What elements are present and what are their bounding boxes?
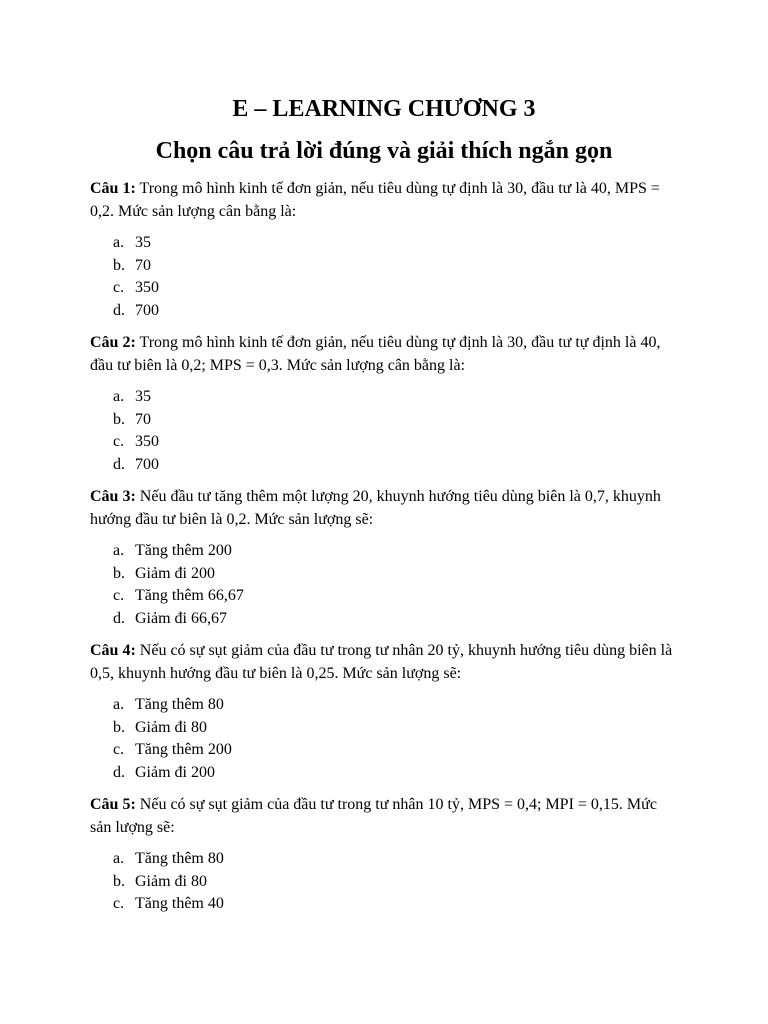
option-text: Giảm đi 80 (135, 718, 207, 736)
option-text: 700 (135, 301, 159, 319)
option-letter: c. (113, 587, 125, 604)
answer-options (90, 848, 678, 916)
answer-option (113, 255, 678, 278)
question-body: Nếu đầu tư tăng thêm một lượng 20, khuynh hướng tiêu dùng biên là 0,7, khuynh hướng đầu tư biên là 0,2. Mức sản lượng sẽ: (90, 488, 661, 528)
option-letter: b. (113, 410, 125, 428)
option-letter: c. (113, 741, 125, 758)
question-label: Câu 1: (90, 180, 136, 197)
document-title: E – LEARNING CHƯƠNG 3 (232, 96, 536, 122)
option-text: Tăng thêm 80 (135, 696, 224, 713)
answer-option (113, 848, 678, 871)
option-letter: c. (113, 895, 125, 912)
question-1 (90, 177, 678, 322)
answer-option (113, 232, 678, 255)
question-text (90, 485, 678, 531)
question-label: Câu 2: (90, 334, 136, 351)
option-text: 350 (135, 433, 159, 450)
option-text: 700 (135, 455, 159, 473)
question-body: Trong mô hình kinh tế đơn giản, nếu tiêu dùng tự định là 30, đầu tư tự định là 40, đầu tư biên là 0,2; MPS = 0,3. Mức sản lượng cân bằng là: (90, 334, 661, 374)
option-letter: a. (113, 542, 125, 559)
option-letter: b. (113, 872, 125, 890)
answer-option (113, 386, 678, 409)
question-text (90, 177, 678, 223)
option-text: Giảm đi 80 (135, 872, 207, 890)
question-body: Trong mô hình kinh tế đơn giản, nếu tiêu dùng tự định là 30, đầu tư là 40, MPS = 0,2. Mức sản lượng cân bằng là: (90, 180, 660, 220)
option-text: Tăng thêm 40 (135, 895, 224, 912)
answer-option (113, 585, 678, 608)
answer-option (113, 409, 678, 432)
question-text (90, 639, 678, 685)
option-text: Giảm đi 200 (135, 564, 215, 582)
option-text: Tăng thêm 200 (135, 542, 232, 559)
option-text: Giảm đi 200 (135, 763, 215, 781)
option-letter: a. (113, 696, 125, 713)
question-4 (90, 639, 678, 784)
question-3 (90, 485, 678, 630)
document-subtitle: Chọn câu trả lời đúng và giải thích ngắn gọn (155, 138, 613, 164)
answer-option (113, 431, 678, 454)
option-letter: b. (113, 256, 125, 274)
answer-option (113, 277, 678, 300)
answer-option (113, 893, 678, 916)
answer-options (90, 540, 678, 630)
option-letter: d. (113, 609, 125, 627)
answer-option (113, 717, 678, 740)
option-text: Tăng thêm 200 (135, 741, 232, 758)
question-body: Nếu có sự sụt giảm của đầu tư trong tư nhân 20 tỷ, khuynh hướng tiêu dùng biên là 0,5, khuynh hướng đầu tư biên là 0,25. Mức sản lượng sẽ: (90, 642, 673, 682)
question-list (90, 177, 678, 916)
question-label: Câu 4: (90, 642, 136, 659)
option-letter: b. (113, 718, 125, 736)
option-text: 350 (135, 279, 159, 296)
option-letter: d. (113, 301, 125, 319)
option-text: 70 (135, 256, 151, 274)
option-letter: c. (113, 433, 125, 450)
answer-options (90, 694, 678, 784)
option-letter: a. (113, 850, 125, 867)
question-5 (90, 793, 678, 916)
question-text (90, 793, 678, 839)
answer-option (113, 871, 678, 894)
option-letter: b. (113, 564, 125, 582)
option-letter: c. (113, 279, 125, 296)
answer-option (113, 762, 678, 785)
option-text: 35 (135, 388, 151, 405)
question-body: Nếu có sự sụt giảm của đầu tư trong tư nhân 10 tỷ, MPS = 0,4; MPI = 0,15. Mức sản lượng sẽ: (90, 796, 657, 836)
question-label: Câu 3: (90, 488, 136, 505)
answer-option (113, 540, 678, 563)
answer-option (113, 563, 678, 586)
answer-option (113, 694, 678, 717)
question-text (90, 331, 678, 377)
question-label: Câu 5: (90, 796, 136, 813)
answer-option (113, 300, 678, 323)
option-text: Tăng thêm 80 (135, 850, 224, 867)
option-letter: d. (113, 763, 125, 781)
option-letter: d. (113, 455, 125, 473)
answer-option (113, 608, 678, 631)
option-text: 70 (135, 410, 151, 428)
answer-option (113, 454, 678, 477)
option-letter: a. (113, 388, 125, 405)
answer-options (90, 232, 678, 322)
answer-options (90, 386, 678, 476)
option-text: Tăng thêm 66,67 (135, 587, 244, 604)
option-letter: a. (113, 234, 125, 251)
option-text: Giảm đi 66,67 (135, 609, 227, 627)
question-2 (90, 331, 678, 476)
answer-option (113, 739, 678, 762)
option-text: 35 (135, 234, 151, 251)
